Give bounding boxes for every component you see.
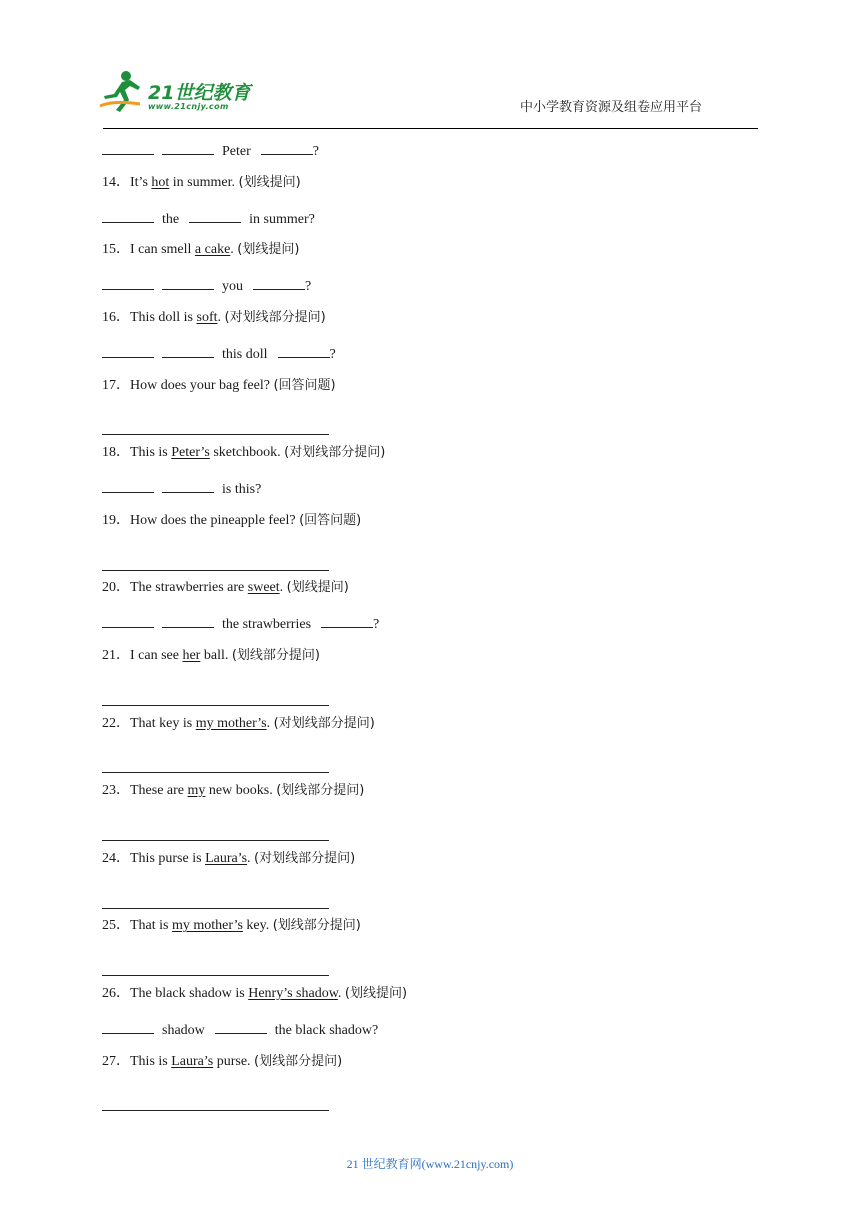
header-platform-name: 中小学教育资源及组卷应用平台 <box>520 100 703 115</box>
blank-field[interactable] <box>189 208 241 223</box>
question-text: How does your bag feel? <box>130 377 274 393</box>
answer-rule <box>102 908 329 909</box>
question-text: ball. <box>200 647 232 663</box>
blank-field[interactable] <box>102 478 154 493</box>
question-list <box>102 140 758 1120</box>
question-text: in summer. <box>169 174 239 190</box>
underlined-phrase: soft <box>196 309 218 325</box>
underlined-phrase: Laura’s <box>205 850 248 866</box>
question-number: 22． <box>102 715 130 731</box>
blank-field[interactable] <box>162 140 214 155</box>
question-text: That key is <box>130 715 196 731</box>
blank-field[interactable] <box>102 208 154 223</box>
question-line <box>102 174 758 208</box>
question-number: 20． <box>102 580 130 596</box>
blank-field[interactable] <box>102 1019 154 1034</box>
question-line <box>102 715 758 749</box>
question-text: This doll is <box>130 309 197 325</box>
question-line <box>102 917 758 951</box>
question-line <box>102 850 758 884</box>
instruction-note: (划线部分提问) <box>231 647 321 663</box>
answer-rule <box>102 570 329 571</box>
answer-rule <box>102 1110 329 1111</box>
underlined-phrase: Peter’s <box>171 445 210 461</box>
question-number: 24． <box>102 850 130 866</box>
instruction-note: (划线提问) <box>237 242 300 258</box>
instruction-note: (划线部分提问) <box>254 1053 343 1069</box>
question-text: These are <box>130 783 188 799</box>
instruction-note: (对划线部分提问) <box>224 309 326 325</box>
given-word: the strawberries <box>222 617 312 633</box>
question-text: . <box>230 242 238 258</box>
answer-rule <box>102 434 329 435</box>
question-line <box>102 309 758 343</box>
question-text: key. <box>242 918 273 934</box>
underlined-phrase: sweet <box>247 580 280 596</box>
instruction-note: (对划线部分提问) <box>254 850 356 866</box>
question-line <box>102 241 758 275</box>
answer-line[interactable] <box>102 410 758 444</box>
question-text: This is <box>130 445 172 461</box>
blank-field[interactable] <box>102 275 154 290</box>
question-text: . <box>337 985 345 1001</box>
question-number: 23． <box>102 783 130 799</box>
instruction-note: (划线部分提问) <box>272 918 361 934</box>
answer-rule <box>102 840 329 841</box>
underlined-phrase: hot <box>151 174 170 190</box>
question-line <box>102 377 758 411</box>
instruction-note: (回答问题) <box>273 377 336 393</box>
fill-in-line <box>102 343 758 377</box>
question-line <box>102 1053 758 1087</box>
question-number: 19． <box>102 512 130 528</box>
fill-in-line <box>102 208 758 242</box>
answer-rule <box>102 975 329 976</box>
question-line <box>102 647 758 681</box>
question-text: purse. <box>213 1053 255 1069</box>
blank-field[interactable] <box>102 343 154 358</box>
blank-field[interactable] <box>278 343 330 358</box>
instruction-note: (划线部分提问) <box>276 783 365 799</box>
fill-in-line <box>102 478 758 512</box>
question-text: It’s <box>130 174 152 190</box>
question-text: . <box>279 580 287 596</box>
answer-line[interactable] <box>102 546 758 580</box>
question-text: The black shadow is <box>130 985 249 1001</box>
punctuation: ? <box>329 346 336 362</box>
answer-line[interactable] <box>102 884 758 918</box>
question-number: 16． <box>102 309 130 325</box>
question-number: 26． <box>102 985 130 1001</box>
blank-field[interactable] <box>215 1019 267 1034</box>
instruction-note: (划线提问) <box>344 985 408 1001</box>
blank-field[interactable] <box>321 613 373 628</box>
running-figure-icon <box>96 68 148 114</box>
question-text: I can see <box>130 647 183 663</box>
given-word: shadow <box>162 1022 205 1038</box>
question-number: 15． <box>102 242 130 258</box>
instruction-note: (划线提问) <box>286 580 349 596</box>
question-line <box>102 512 758 546</box>
question-number: 27． <box>102 1053 130 1069</box>
question-line <box>102 782 758 816</box>
question-number: 25． <box>102 918 130 934</box>
blank-field[interactable] <box>102 613 154 628</box>
answer-line[interactable] <box>102 951 758 985</box>
question-text: . <box>217 309 225 325</box>
underlined-phrase: Laura’s <box>171 1053 214 1069</box>
question-text: . <box>266 715 274 731</box>
site-logo <box>96 68 266 116</box>
underlined-phrase: my mother’s <box>195 715 267 731</box>
blank-field[interactable] <box>261 140 313 155</box>
question-line <box>102 579 758 613</box>
page-footer: 21 世纪教育网(www.21cnjy.com) <box>346 1157 514 1171</box>
given-word: is this? <box>222 481 262 497</box>
question-line <box>102 985 758 1019</box>
instruction-note: (划线提问) <box>238 174 301 190</box>
answer-line[interactable] <box>102 748 758 782</box>
blank-field[interactable] <box>162 343 214 358</box>
question-number: 21． <box>102 647 130 663</box>
punctuation: ? <box>312 144 319 159</box>
question-text: The strawberries are <box>130 580 248 596</box>
given-word: Peter <box>222 144 251 159</box>
punctuation: ? <box>305 279 312 295</box>
blank-field[interactable] <box>162 613 214 628</box>
blank-field[interactable] <box>253 275 305 290</box>
question-text: I can smell <box>130 242 195 258</box>
question-text: That is <box>130 918 172 934</box>
answer-rule <box>102 705 329 706</box>
question-text: . <box>247 850 255 866</box>
question-text: This is <box>130 1053 172 1069</box>
answer-line[interactable] <box>102 681 758 715</box>
given-word: the black shadow? <box>274 1022 379 1038</box>
fill-in-line <box>102 275 758 309</box>
question-text: new books. <box>205 783 277 799</box>
question-number: 14． <box>102 174 130 190</box>
header-divider <box>103 128 758 129</box>
blank-field[interactable] <box>162 478 214 493</box>
given-word: the <box>162 211 180 227</box>
underlined-phrase: her <box>182 647 201 663</box>
underlined-phrase: my <box>187 783 206 799</box>
punctuation: ? <box>373 617 380 633</box>
fill-in-line <box>102 613 758 647</box>
instruction-note: (对划线部分提问) <box>273 715 375 731</box>
question-text: This purse is <box>130 850 206 866</box>
answer-line[interactable] <box>102 816 758 850</box>
page-header <box>0 0 860 135</box>
given-word: in summer? <box>249 211 315 227</box>
question-number: 18． <box>102 445 130 461</box>
given-word: you <box>222 279 243 295</box>
answer-rule <box>102 772 329 773</box>
blank-field[interactable] <box>102 140 154 155</box>
fill-in-line <box>102 140 758 174</box>
instruction-note: (对划线部分提问) <box>284 445 386 461</box>
given-word: this doll <box>222 346 268 362</box>
underlined-phrase: my mother’s <box>172 918 243 934</box>
answer-line[interactable] <box>102 1086 758 1120</box>
logo-url: www.21cnjy.com <box>148 102 229 111</box>
fill-in-line <box>102 1019 758 1053</box>
question-line <box>102 444 758 478</box>
underlined-phrase: Henry’s shadow <box>248 985 338 1001</box>
question-text: sketchbook. <box>209 445 285 461</box>
blank-field[interactable] <box>162 275 214 290</box>
underlined-phrase: a cake <box>194 242 231 258</box>
instruction-note: (回答问题) <box>299 512 362 528</box>
question-text: How does the pineapple feel? <box>130 512 300 528</box>
question-number: 17． <box>102 377 130 393</box>
logo-text: 21世纪教育 <box>148 82 251 104</box>
